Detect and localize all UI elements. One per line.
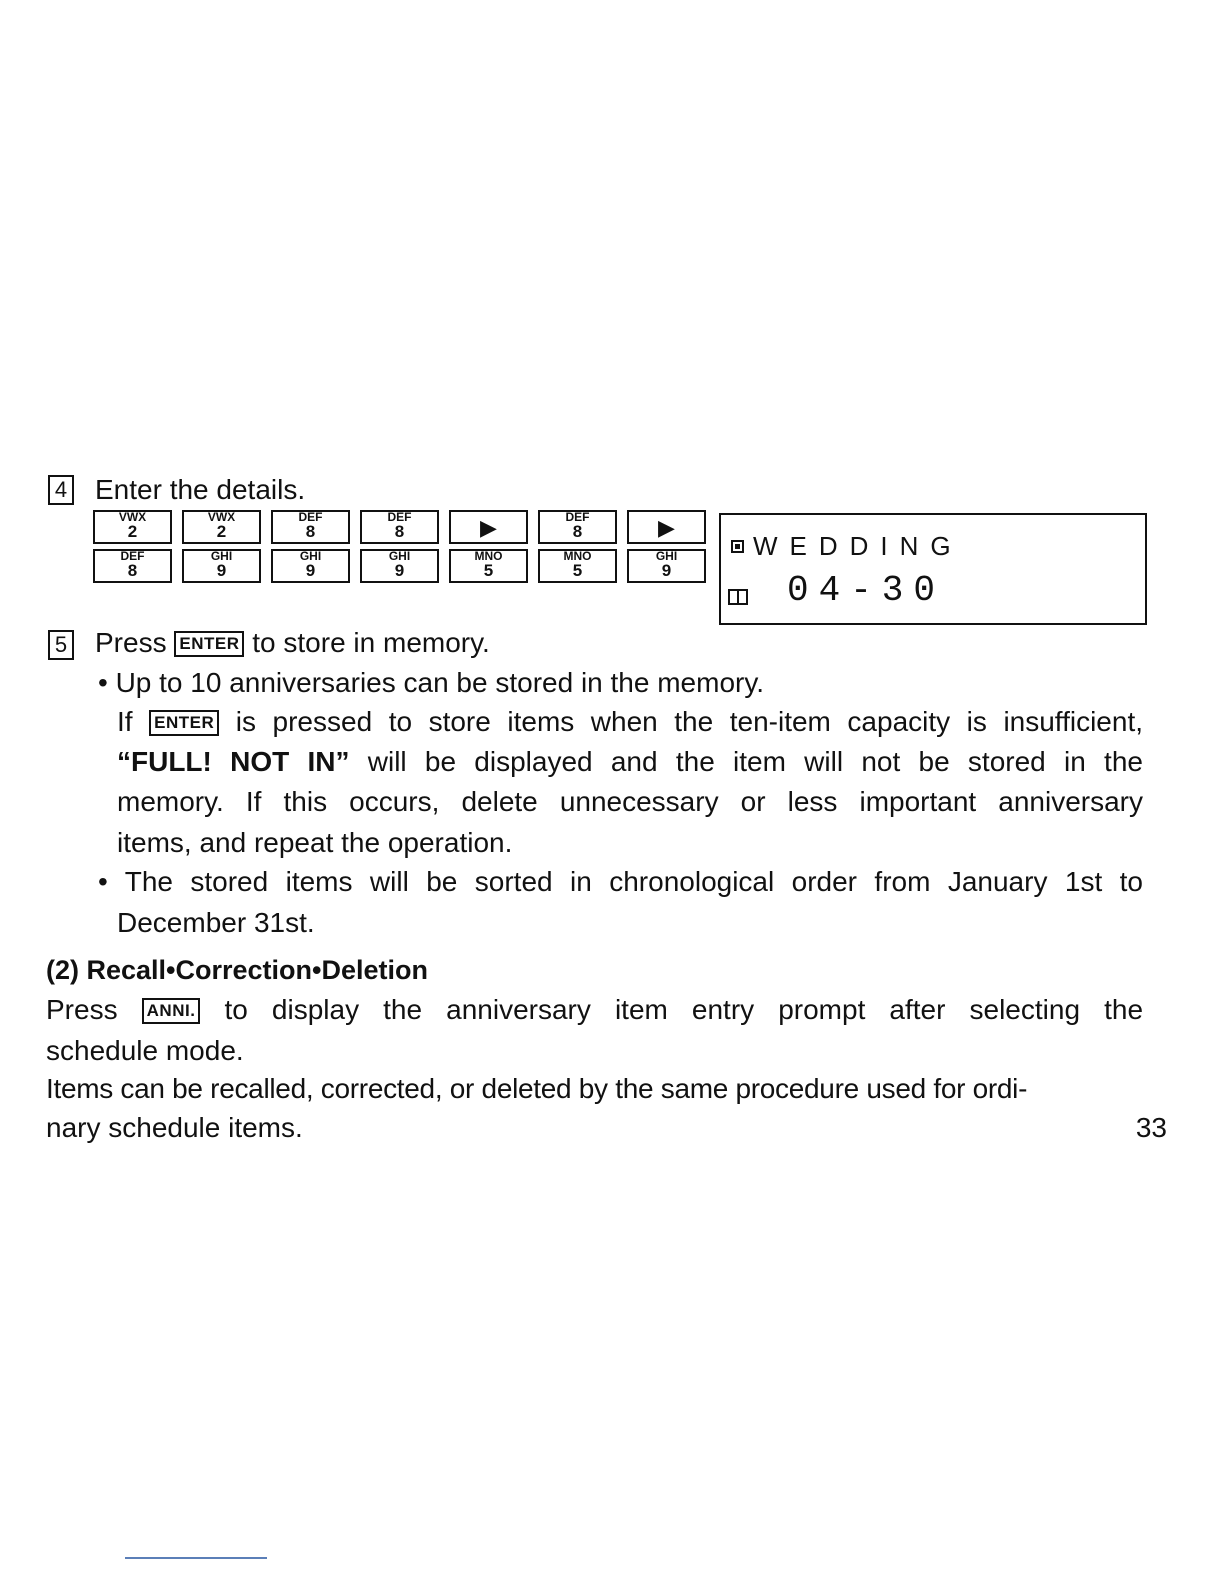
bullet-1-line-2-rest: is pressed to store items when the ten-item capacity is insufficient, — [235, 706, 1144, 737]
right-arrow-icon: ▶ — [658, 515, 675, 540]
section-2-line-3: Items can be recalled, corrected, or deleted by the same procedure used for ordi- — [46, 1073, 1028, 1104]
key-digit: 8 — [394, 522, 405, 541]
right-arrow-icon: ▶ — [480, 515, 497, 540]
full-not-in-message: “FULL! NOT IN” — [117, 746, 350, 777]
row-2-key-1 — [93, 549, 172, 583]
key-digit: 5 — [572, 561, 583, 580]
if-text: If — [117, 706, 133, 737]
key-letters: GHI — [655, 549, 678, 563]
lcd-line-1: WEDDING — [753, 531, 963, 561]
key-digit: 5 — [483, 561, 494, 580]
row-1-key-1 — [93, 510, 172, 544]
key-digit: 9 — [394, 561, 405, 580]
section-2-line-1-rest: to display the anniversary item entry prompt after selecting the — [224, 994, 1144, 1025]
row-1-key-4 — [360, 510, 439, 544]
row-2-key-2 — [182, 549, 261, 583]
key-letters: MNO — [563, 549, 592, 563]
key-letters: DEF — [298, 510, 323, 524]
row-2-key-6 — [538, 549, 617, 583]
bullet-2-line-1: • The stored items will be sorted in chronological order from January 1st to — [98, 866, 1143, 897]
bullet-2-line-2: December 31st. — [117, 907, 315, 938]
page-number: 33 — [1135, 1112, 1167, 1143]
row-2-key-5 — [449, 549, 528, 583]
step-5-number: 5 — [48, 630, 74, 660]
bullet-1-line-3 — [117, 742, 1143, 782]
key-digit: 9 — [216, 561, 227, 580]
row-2-key-4 — [360, 549, 439, 583]
row-1-key-2 — [182, 510, 261, 544]
step-4-text: Enter the details. — [95, 474, 306, 505]
calendar-icon — [728, 589, 748, 605]
row-1-key-6 — [538, 510, 617, 544]
key-letters: DEF — [387, 510, 412, 524]
enter-key: ENTER — [174, 631, 244, 657]
lcd-line-2: 04-30 — [787, 570, 946, 611]
key-letters: VWX — [207, 510, 236, 524]
section-2-line-4: nary schedule items. — [46, 1112, 303, 1143]
key-sequence-row-1 — [93, 510, 706, 544]
key-letters: DEF — [565, 510, 590, 524]
anniversary-indicator-icon — [731, 540, 744, 553]
key-letters: MNO — [474, 549, 503, 563]
step-5-press: Press — [95, 627, 167, 658]
key-digit: 2 — [216, 522, 227, 541]
bullet-1-line-5: items, and repeat the operation. — [117, 827, 513, 858]
key-letters: GHI — [210, 549, 233, 563]
key-digit: 9 — [661, 561, 672, 580]
row-1-key-3 — [271, 510, 350, 544]
bullet-1-line-4: memory. If this occurs, delete unnecessary or less important anniversary — [117, 786, 1143, 817]
key-digit: 8 — [572, 522, 583, 541]
enter-key-inline: ENTER — [149, 710, 219, 736]
key-letters: VWX — [118, 510, 147, 524]
row-1-key-5 — [449, 510, 528, 544]
section-heading: (2) Recall•Correction•Deletion — [46, 955, 428, 985]
key-sequence-row-2 — [93, 549, 706, 583]
key-digit: 8 — [305, 522, 316, 541]
key-digit: 9 — [305, 561, 316, 580]
bullet-1-line-3-rest: will be displayed and the item will not be stored in the — [367, 746, 1143, 777]
key-digit: 2 — [127, 522, 138, 541]
step-5-after: to store in memory. — [252, 627, 490, 658]
step-4-number: 4 — [48, 475, 74, 505]
key-digit: 8 — [127, 561, 138, 580]
lcd-display — [719, 513, 1147, 625]
section-2-line-2: schedule mode. — [46, 1035, 244, 1066]
key-letters: GHI — [299, 549, 322, 563]
footer-rule — [125, 1557, 267, 1559]
bullet-1-line-2 — [117, 702, 1143, 742]
section-2-line-1 — [46, 990, 1143, 1030]
step-5-line — [95, 626, 490, 660]
key-letters: DEF — [120, 549, 145, 563]
row-2-key-3 — [271, 549, 350, 583]
section-2-press: Press — [46, 994, 118, 1025]
row-2-key-7 — [627, 549, 706, 583]
key-letters: GHI — [388, 549, 411, 563]
bullet-1-line-1: • Up to 10 anniversaries can be stored in the memory. — [98, 667, 765, 698]
row-1-key-7 — [627, 510, 706, 544]
anni-key: ANNI. — [142, 998, 201, 1024]
